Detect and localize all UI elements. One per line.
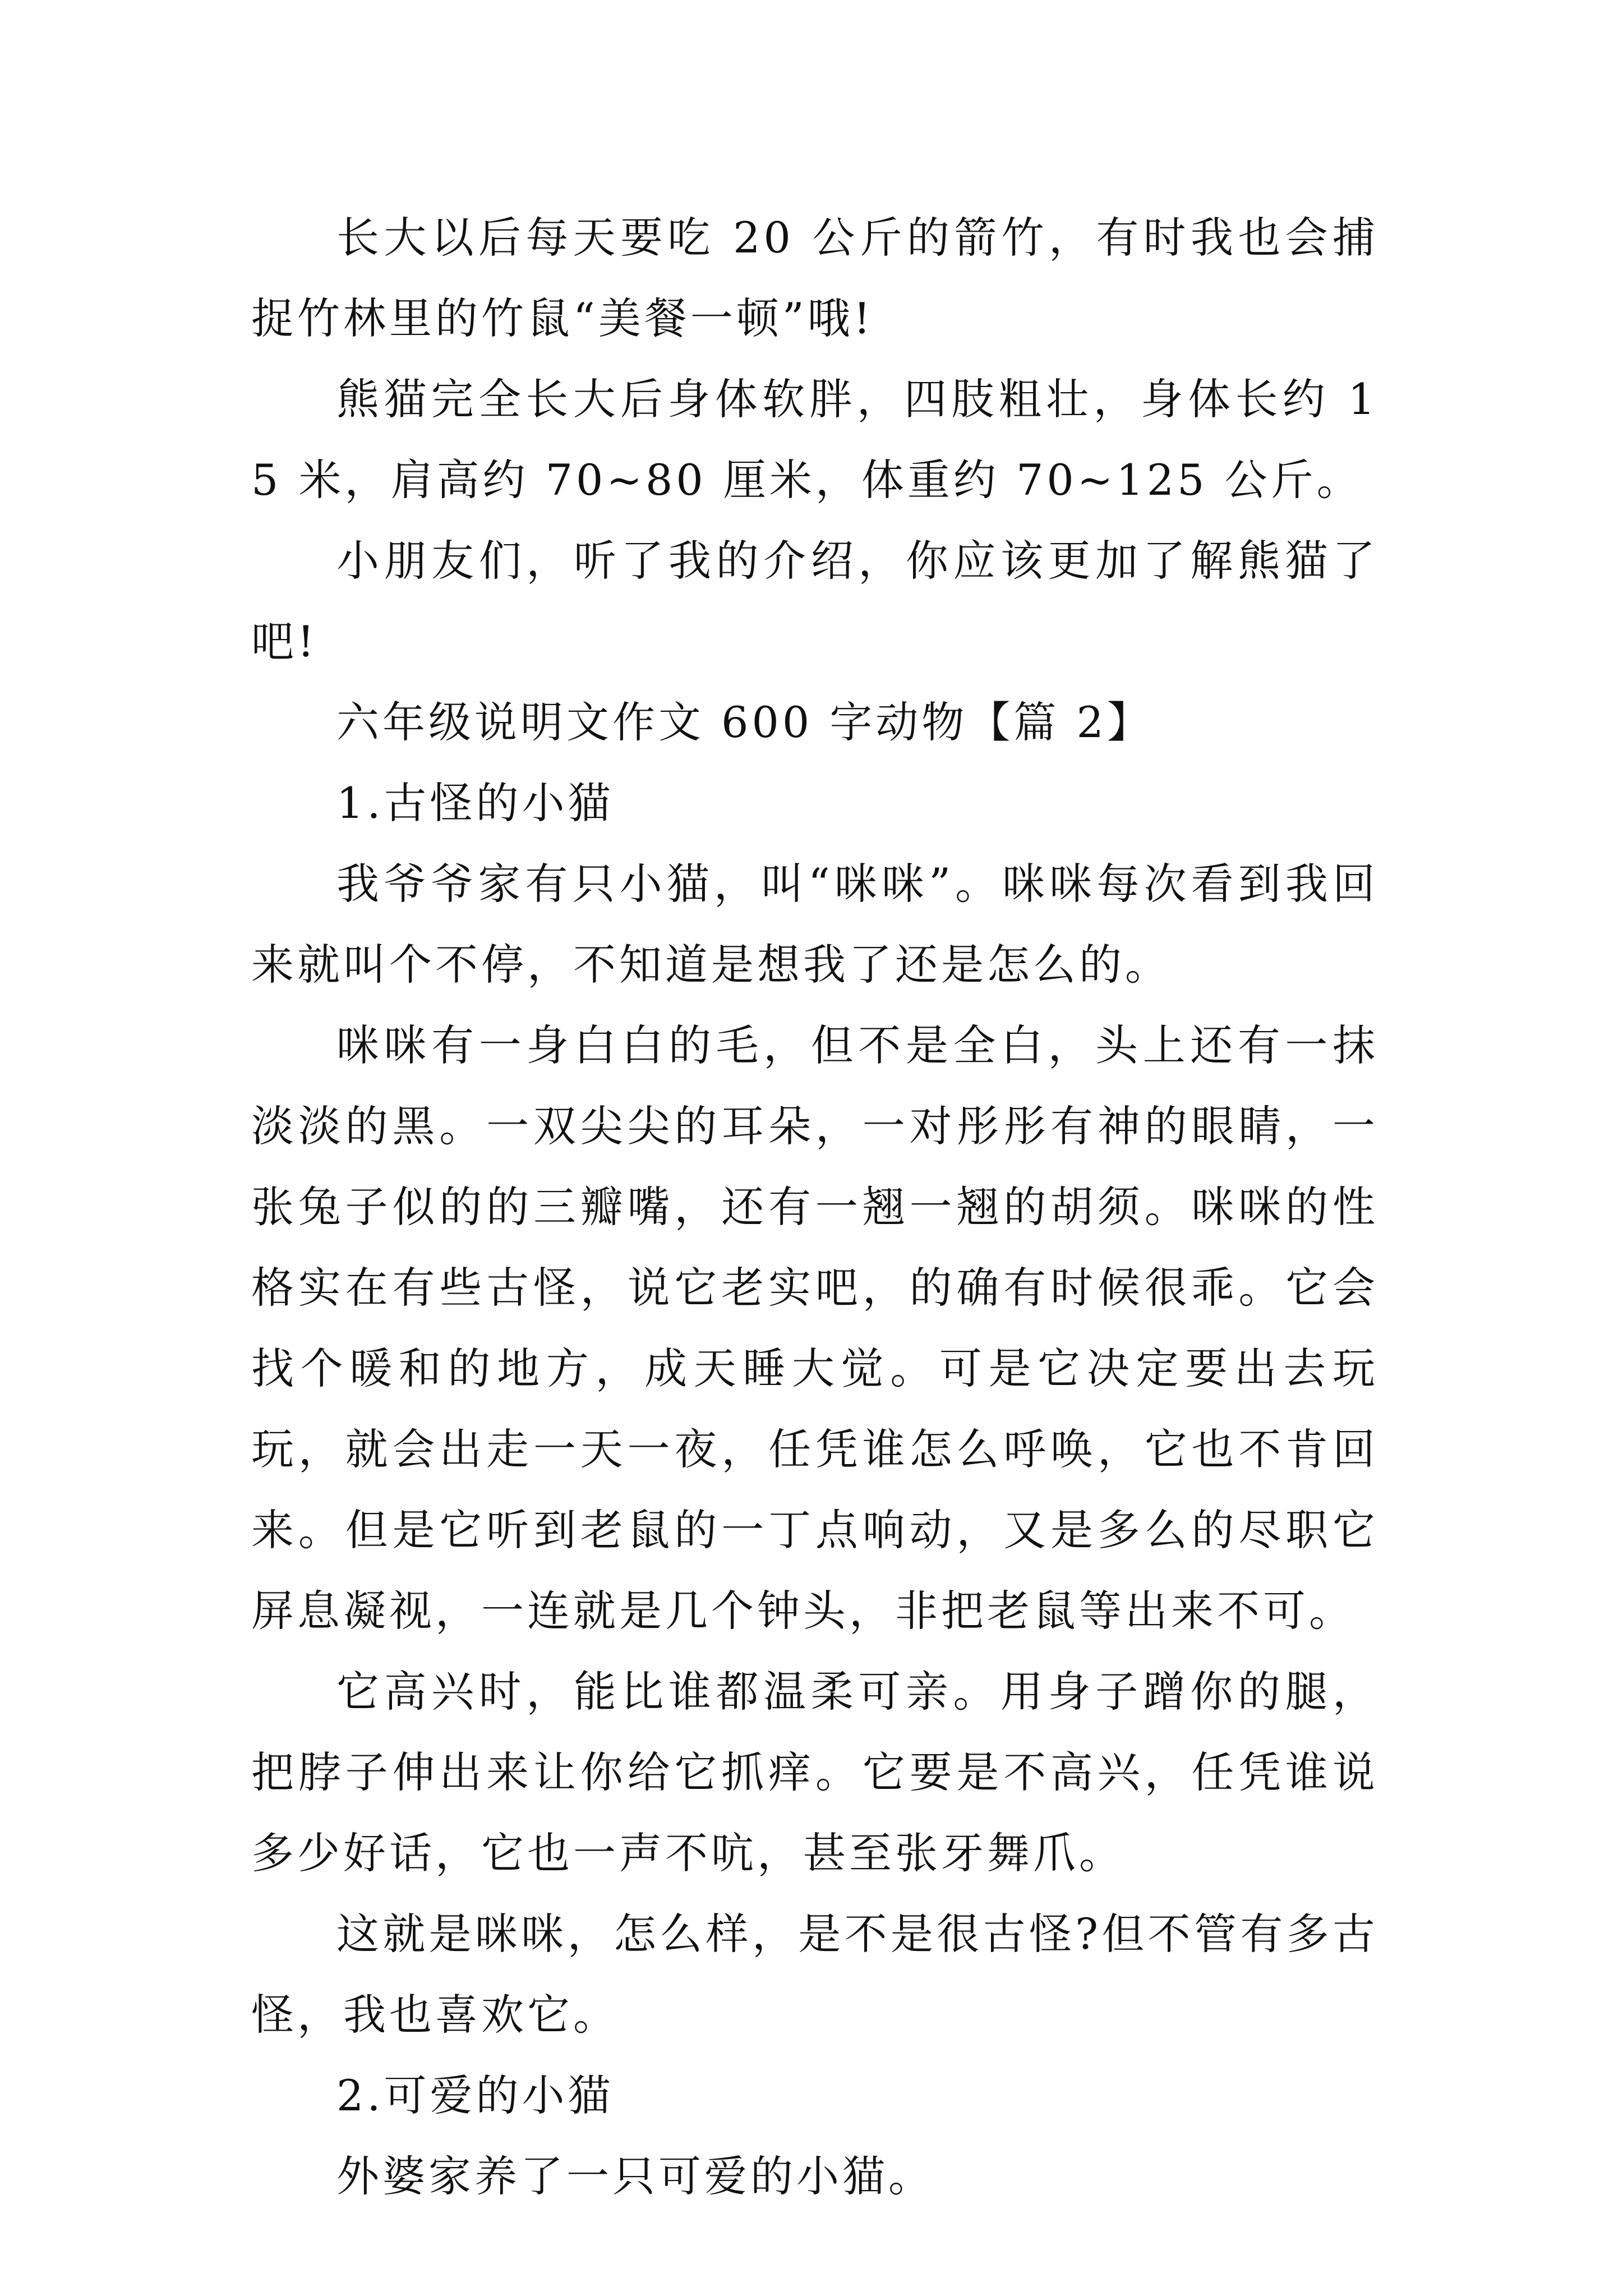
paragraph: 熊猫完全长大后身体软胖，四肢粗壮，身体长约 15 米，肩高约 70~80 厘米，体重约 70~125 公斤。 — [251, 374, 1378, 505]
paragraph: 外婆家养了一只可爱的小猫。 — [336, 2151, 934, 2201]
paragraph: 咪咪有一身白白的毛，但不是全白，头上还有一抹淡淡的黑。一双尖尖的耳朵，一对彤彤有神的眼睛，一张兔子似的的三瓣嘴，还有一翘一翘的胡须。咪咪的性格实在有些古怪，说它老实吧，的确有时候很乖。它会找个暖和的地方，成天睡大觉。可是它决定要出去玩玩，就会出走一天一夜，任凭谁怎么呼唤，它也不肯回来。但是它听到老鼠的一丁点响动，又是多么的尽职它屏息凝视，一连就是几个钟头，非把老鼠等出来不可。 — [251, 1020, 1378, 1636]
paragraph: 这就是咪咪，怎么样，是不是很古怪?但不管有多古怪，我也喜欢它。 — [251, 1909, 1378, 2040]
subheading: 2.可爱的小猫 — [336, 2070, 614, 2120]
subheading: 1.古怪的小猫 — [336, 778, 614, 828]
paragraph: 它高兴时，能比谁都温柔可亲。用身子蹭你的腿，把脖子伸出来让你给它抓痒。它要是不高兴，任凭谁说多少好话，它也一声不吭，甚至张牙舞爪。 — [251, 1667, 1378, 1878]
paragraph: 小朋友们，听了我的介绍，你应该更加了解熊猫了吧! — [251, 536, 1378, 666]
paragraph: 长大以后每天要吃 20 公斤的箭竹，有时我也会捕捉竹林里的竹鼠“美餐一顿”哦! — [251, 213, 1378, 343]
document-body — [251, 197, 1378, 2217]
section-heading: 六年级说明文作文 600 字动物【篇 2】 — [336, 697, 1153, 747]
paragraph: 我爷爷家有只小猫，叫“咪咪”。咪咪每次看到我回来就叫个不停，不知道是想我了还是怎么的。 — [251, 859, 1378, 990]
